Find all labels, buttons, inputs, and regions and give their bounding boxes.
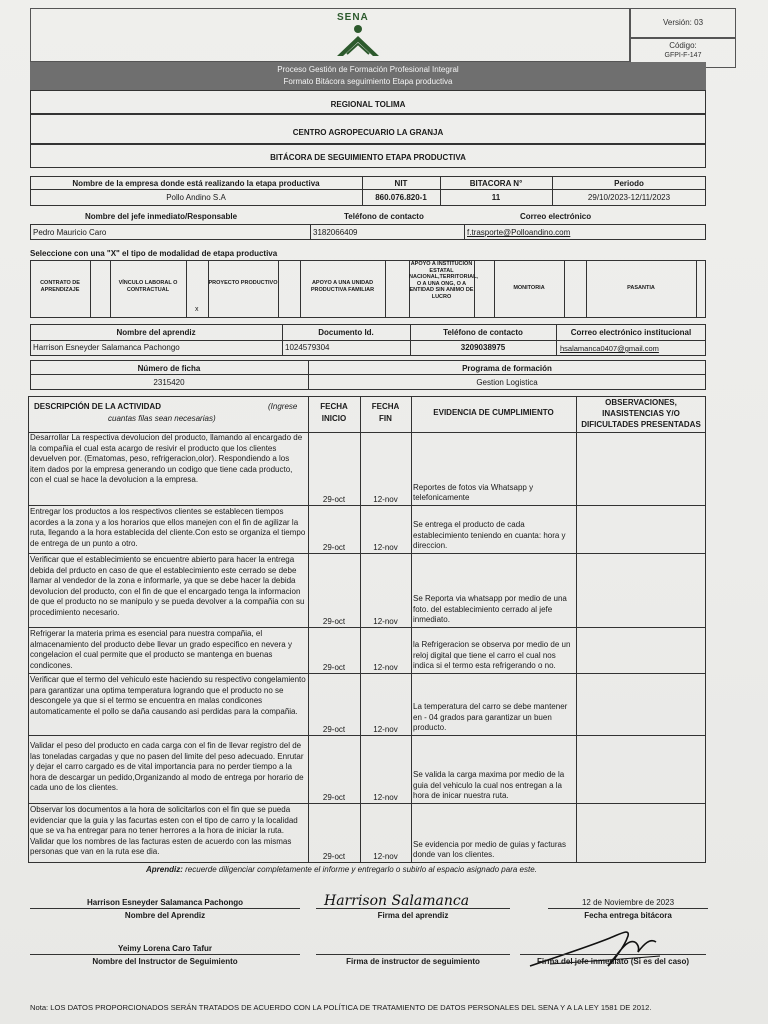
col-evidence-header: EVIDENCIA DE CUMPLIMIENTO [433,408,554,417]
activity-end: 12-nov [373,617,398,626]
col-end-header-2: FIN [379,414,392,423]
apprentice-phone: 3209038975 [460,343,506,352]
activity-end: 12-nov [373,793,398,802]
apprentice-name: Harrison Esneyder Salamanca Pachongo [33,343,180,352]
process-title: Proceso Gestión de Formación Profesional Integral [277,65,459,74]
table-row [28,432,706,506]
table-row [28,506,706,554]
activity-evidence: La temperatura del carro se debe mantener en - 04 grados para garantizar un buen producto. [413,702,568,733]
boss-phone-label: Teléfono de contacto [344,212,424,221]
activity-start: 29-oct [322,663,346,672]
table-row [28,736,706,804]
activity-end: 12-nov [373,543,398,552]
activity-desc: Verificar que el termo del vehiculo este haciendo su respectivo congelamiento para garantizar una optima temperatura logrando que el producto no se descongele ya que si el termo se encuentra en malas condicones automaticamente el pollo se daña causando asi perdidas para la compañia. [30,675,306,716]
col-desc-note2: cuantas filas sean necesarias) [108,414,216,423]
delivery-date: 12 de Noviembre de 2023 [581,898,675,907]
activity-evidence: Se valida la carga maxima por medio de la guia del vehiculo la cual nos entregan a la hora de inicar nuestra ruta. [413,770,565,801]
sena-logo [333,12,383,58]
modality-mark: x [195,306,199,313]
table-row [28,554,706,628]
sena-logo-icon [333,24,383,58]
modality-option-6: PASANTIA [627,285,655,291]
bitacora-value: 11 [491,193,501,202]
activity-desc: Desarrollar La respectiva devolucion del producto, llamando al encargado de la compañia el cual esta acargo de resivir el producto que los clientes devuelven por. (Ematomas, peso, refrigeracion,olor). Respondiendo a los item dados por la empresa generando un codigo que tiene cada producto, con el cual se hace la devolucion a la empresa. [30,433,303,485]
instructor-signature-caption: Firma de instructor de seguimiento [346,957,480,966]
apprentice-name-label: Nombre del aprendiz [116,328,196,337]
apprentice-signature: Harrison Salamanca [324,893,470,909]
activity-evidence: Reportes de fotos via Whatsapp y telefonicamente [413,482,534,503]
col-desc-note1: (Ingrese [268,402,298,411]
code-value: GFPI-F-147 [664,52,702,59]
company-name-label: Nombre de la empresa donde está realizando la etapa productiva [72,179,320,188]
apprentice-name-caption: Nombre del Aprendiz [124,911,206,920]
boss-signature-mark [520,916,670,976]
table-row [28,804,706,863]
footer-note-text: recuerde diligenciar completamente el informe y entregarlo o subirlo al espacio asignado para este. [185,865,537,874]
col-obs-header-2: INASISTENCIAS Y/O [602,409,680,418]
activity-start: 29-oct [322,725,346,734]
program-label: Programa de formación [462,364,552,373]
activity-start: 29-oct [322,852,346,861]
instructor-full-name: Yeimy Lorena Caro Tafur [117,944,213,953]
modality-option-5: MONITORIA [513,285,545,291]
regional-text: REGIONAL TOLIMA [330,100,406,109]
privacy-note: Nota: LOS DATOS PROPORCIONADOS SERÁN TRATADOS DE ACUERDO CON LA POLÍTICA DE TRATAMIENTO DE DATOS PERSONALES DEL SENA Y A LA LEY 1581 DE 2012. [30,1003,652,1012]
activity-desc: Observar los documentos a la hora de solicitarlos con el fin que se pueda evidenciar que la guia y las facurtas esten con el tipo de carro y la localidad que se va ha entregar para no tener herrores a la hora de iniciar la ruta. Validar que los nombres de las facturas esten de acuerdo con las mismas personas que van en la ruta ese dia. [30,805,298,857]
modality-prompt: Seleccione con una "X" el tipo de modalidad de etapa productiva [30,249,278,258]
period-value: 29/10/2023-12/11/2023 [587,193,671,202]
apprentice-email: hsalamanca0407@gmail.com [560,344,659,353]
doc-title-text: BITÁCORA DE SEGUIMIENTO ETAPA PRODUCTIVA [270,153,466,162]
activity-start: 29-oct [322,793,346,802]
header-frame [30,8,630,62]
boss-label: Nombre del jefe inmediato/Responsable [85,212,238,221]
activity-end: 12-nov [373,725,398,734]
footer-note-label: Aprendiz: [146,865,183,874]
boss-row [30,224,706,240]
activity-end: 12-nov [373,663,398,672]
col-end-header-1: FECHA [371,402,400,411]
modality-option-2: PROYECTO PRODUCTIVO [208,280,278,286]
activity-start: 29-oct [322,495,346,504]
activity-evidence: la Refrigeracion se observa por medio de un reloj digital que tiene el carro el cual nos indica si el termo esta refrigerando o no. [413,640,571,671]
apprentice-phone-label: Teléfono de contacto [443,328,523,337]
boss-email: f.trasporte@Polloandino.com [467,228,571,237]
modality-option-3: APOYO A UNA UNIDAD PRODUCTIVA FAMILIAR [310,280,375,293]
sena-logo-text: SENA [337,12,369,23]
col-obs-header-1: OBSERVACIONES, [605,398,677,407]
nit-value: 860.076.820-1 [375,193,427,202]
activity-desc: Refrigerar la materia prima es esencial para nuestra compañia, el almacenamiento del producto debe llevar un grado especifico en nevera y congelacion el cual permite que el producto se mantenga en buenas condicones. [30,629,292,670]
activity-evidence: Se Reporta via whatsapp por medio de una foto. del establecimiento cerrado al jefe inmediato. [413,594,567,625]
table-row [28,674,706,736]
apprentice-signature-caption: Firma del aprendiz [377,911,449,920]
activity-desc: Entregar los productos a los respectivos clientes se establecen tiempos acordes a la zona y a los horarios que ellos manejen con el fin de agilizar la ruta, llegando a la hora establecida del cliente.Con esto se organiza el tiempo de entrega de un punto a otro. [30,507,306,548]
company-name: Pollo Andino S.A [166,193,226,202]
code-label: Código: [669,41,697,50]
boss-name: Pedro Mauricio Caro [33,228,107,237]
activity-end: 12-nov [373,852,398,861]
program-value: Gestion Logistica [476,378,538,387]
center-text: CENTRO AGROPECUARIO LA GRANJA [292,128,444,137]
col-start-header-1: FECHA [320,402,348,411]
apprentice-full-name: Harrison Esneyder Salamanca Pachongo [86,898,244,907]
activity-end: 12-nov [373,495,398,504]
modality-option-1: VÍNCULO LABORAL O CONTRACTUAL [118,280,178,293]
version-text: Versión: 03 [662,18,704,27]
table-row [28,628,706,674]
col-desc-header: DESCRIPCIÓN DE LA ACTIVIDAD [34,402,161,411]
delivery-date-caption: Fecha entrega bitácora [584,911,672,920]
apprentice-doc: 1024579304 [285,343,330,352]
col-obs-header-3: DIFICULTADES PRESENTADAS [581,420,701,429]
apprentice-email-label: Correo electrónico institucional [570,328,692,337]
period-label: Periodo [614,179,644,188]
ficha-label: Número de ficha [137,364,201,373]
boss-email-label: Correo electrónico [520,212,592,221]
activity-desc: Validar el peso del producto en cada carga con el fin de llevar registro del de las toneladas cargadas y que no pasen del limite del peso adecuado. Enrutar y dejar el carro cargado es de vital importancia para no perder tiempo a la hora de descargar un pedido,Organizando al modo de entrega por horario de cada uno de los clientes. [30,741,304,793]
modality-option-4: APOYO A INSTITUCIÓN ESTATAL NACIONAL,TERRITORIAL, O A UNA ONG, O A ENTIDAD SIN ANIMO DE LUCRO [409,261,478,300]
activity-evidence: Se entrega el producto de cada establecimiento teniendo en cuanta: hora y direccion. [413,520,566,551]
bitacora-label: BITACORA N° [469,179,523,188]
boss-signature-caption: Firma del jefe inmediato (Si es del caso) [536,957,690,966]
activity-evidence: Se evidencia por medio de guias y facturas donde van los clientes. [413,839,566,860]
process-banner [30,62,706,90]
modality-option-0: CONTRATO DE APRENDIZAJE [40,280,80,293]
footer-note [146,865,537,874]
col-start-header-2: INICIO [321,414,347,423]
activity-start: 29-oct [322,543,346,552]
format-title: Formato Bitácora seguimiento Etapa productiva [283,77,453,86]
ficha-value: 2315420 [153,378,185,387]
nit-label: NIT [394,179,408,188]
instructor-name-caption: Nombre del Instructor de Seguimiento [92,957,238,966]
boss-phone: 3182066409 [313,228,358,237]
activity-desc: Verificar que el establecimiento se encuentre abierto para hacer la entrega debida del prducto en caso de que el establecimiento este cerrado se debe llamar al vendedor de la zona e informarle, ya que se debe hacer la debida devolucion del producto, con el fin de que el encargado tenga la informacion de que el producto no se manipulo y se pueda devolver a la compañia con su procedimiento necesario. [30,555,305,617]
apprentice-doc-label: Documento Id. [318,328,374,337]
activity-start: 29-oct [322,617,346,626]
